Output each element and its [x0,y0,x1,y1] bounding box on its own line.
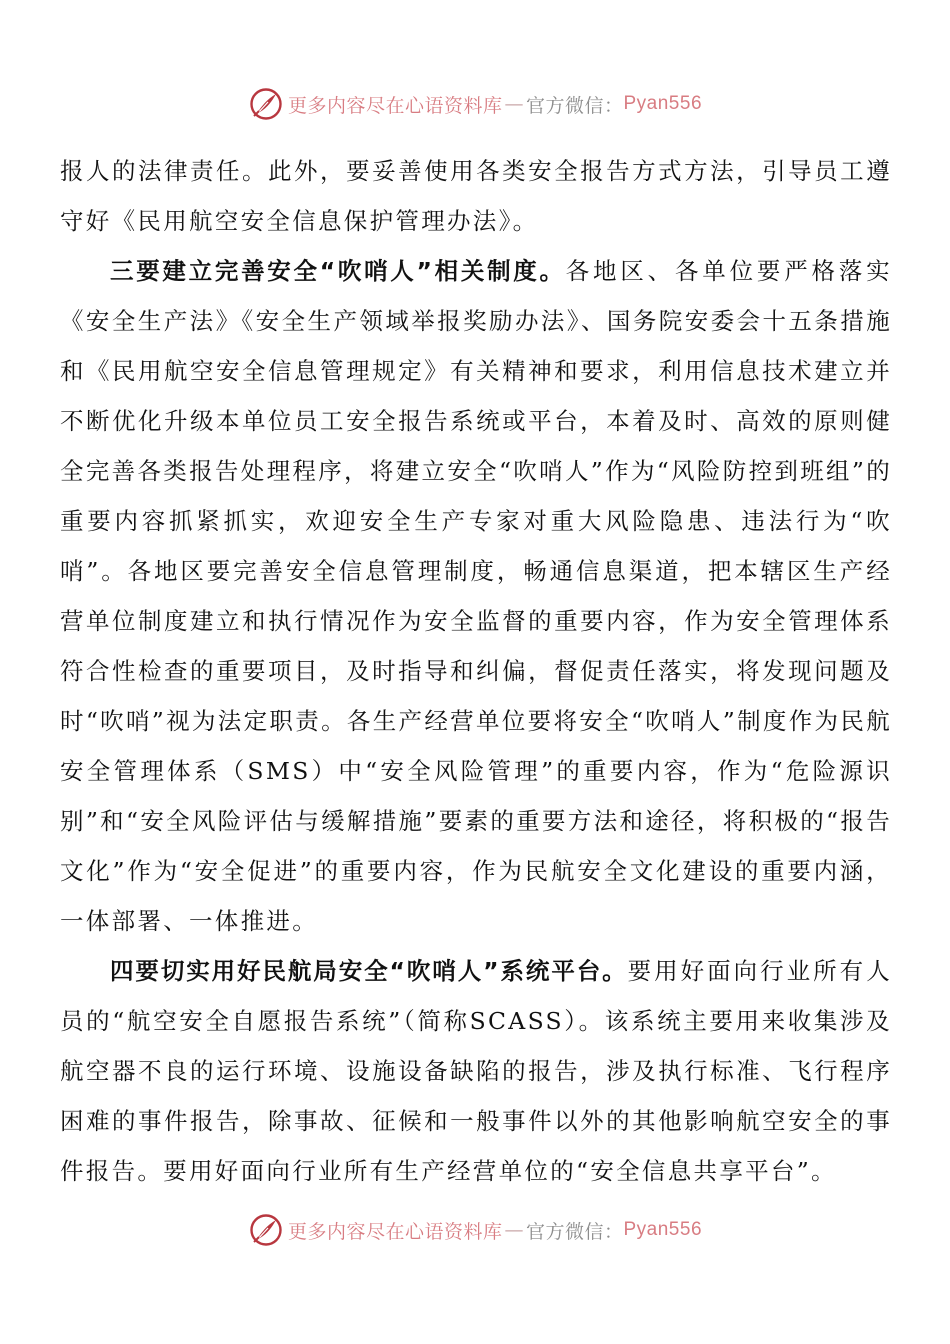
paragraph-3-heading: 四要切实用好民航局安全“吹哨人”系统平台。 [110,957,628,985]
paragraph-3 [60,946,892,1196]
watermark-official-label: 官方微信： [525,94,624,117]
feather-pen-logo-icon [248,1212,284,1248]
watermark-separator: — [504,93,524,115]
paragraph-1 [60,146,892,246]
header-watermark [0,84,950,124]
watermark-official-label: 官方微信： [525,1220,624,1243]
document-body [60,146,892,1196]
paragraph-2-heading: 三要建立完善安全“吹哨人”相关制度。 [110,257,566,285]
paragraph-3-text: 要用好面向行业所有人员的“航空安全自愿报告系统”（简称SCASS）。该系统主要用来收集涉及航空器不良的运行环境、设施设备缺陷的报告，涉及执行标准、飞行程序困难的事件报告，除事故、征候和一般事件以外的其他影响航空安全的事件报告。要用好面向行业所有生产经营单位的“安全信息共享平台”。 [60,957,892,1185]
watermark-separator: — [504,1219,524,1241]
watermark-wechat-id: Pyan556 [623,1219,703,1240]
paragraph-2 [60,246,892,946]
watermark-wechat-id: Pyan556 [623,93,703,114]
paragraph-2-text: 各地区、各单位要严格落实《安全生产法》《安全生产领域举报奖励办法》、国务院安委会十五条措施和《民用航空安全信息管理规定》有关精神和要求，利用信息技术建立并不断优化升级本单位员工安全报告系统或平台，本着及时、高效的原则健全完善各类报告处理程序，将建立安全“吹哨人”作为“风险防控到班组”的重要内容抓紧抓实，欢迎安全生产专家对重大风险隐患、违法行为“吹哨”。各地区要完善安全信息管理制度，畅通信息渠道，把本辖区生产经营单位制度建立和执行情况作为安全监督的重要内容，作为安全管理体系符合性检查的重要项目，及时指导和纠偏，督促责任落实，将发现问题及时“吹哨”视为法定职责。各生产经营单位要将安全“吹哨人”制度作为民航安全管理体系（SMS）中“安全风险管理”的重要内容，作为“危险源识别”和“安全风险评估与缓解措施”要素的重要方法和途径，将积极的“报告文化”作为“安全促进”的重要内容，作为民航安全文化建设的重要内涵，一体部署、一体推进。 [60,257,892,935]
watermark-site-text: 更多内容尽在心语资料库 [287,1220,503,1243]
paragraph-1-text: 报人的法律责任。此外，要妥善使用各类安全报告方式方法，引导员工遵守好《民用航空安全信息保护管理办法》。 [60,157,892,235]
watermark-site-text: 更多内容尽在心语资料库 [287,94,503,117]
feather-pen-logo-icon [248,86,284,122]
footer-watermark [0,1210,950,1250]
